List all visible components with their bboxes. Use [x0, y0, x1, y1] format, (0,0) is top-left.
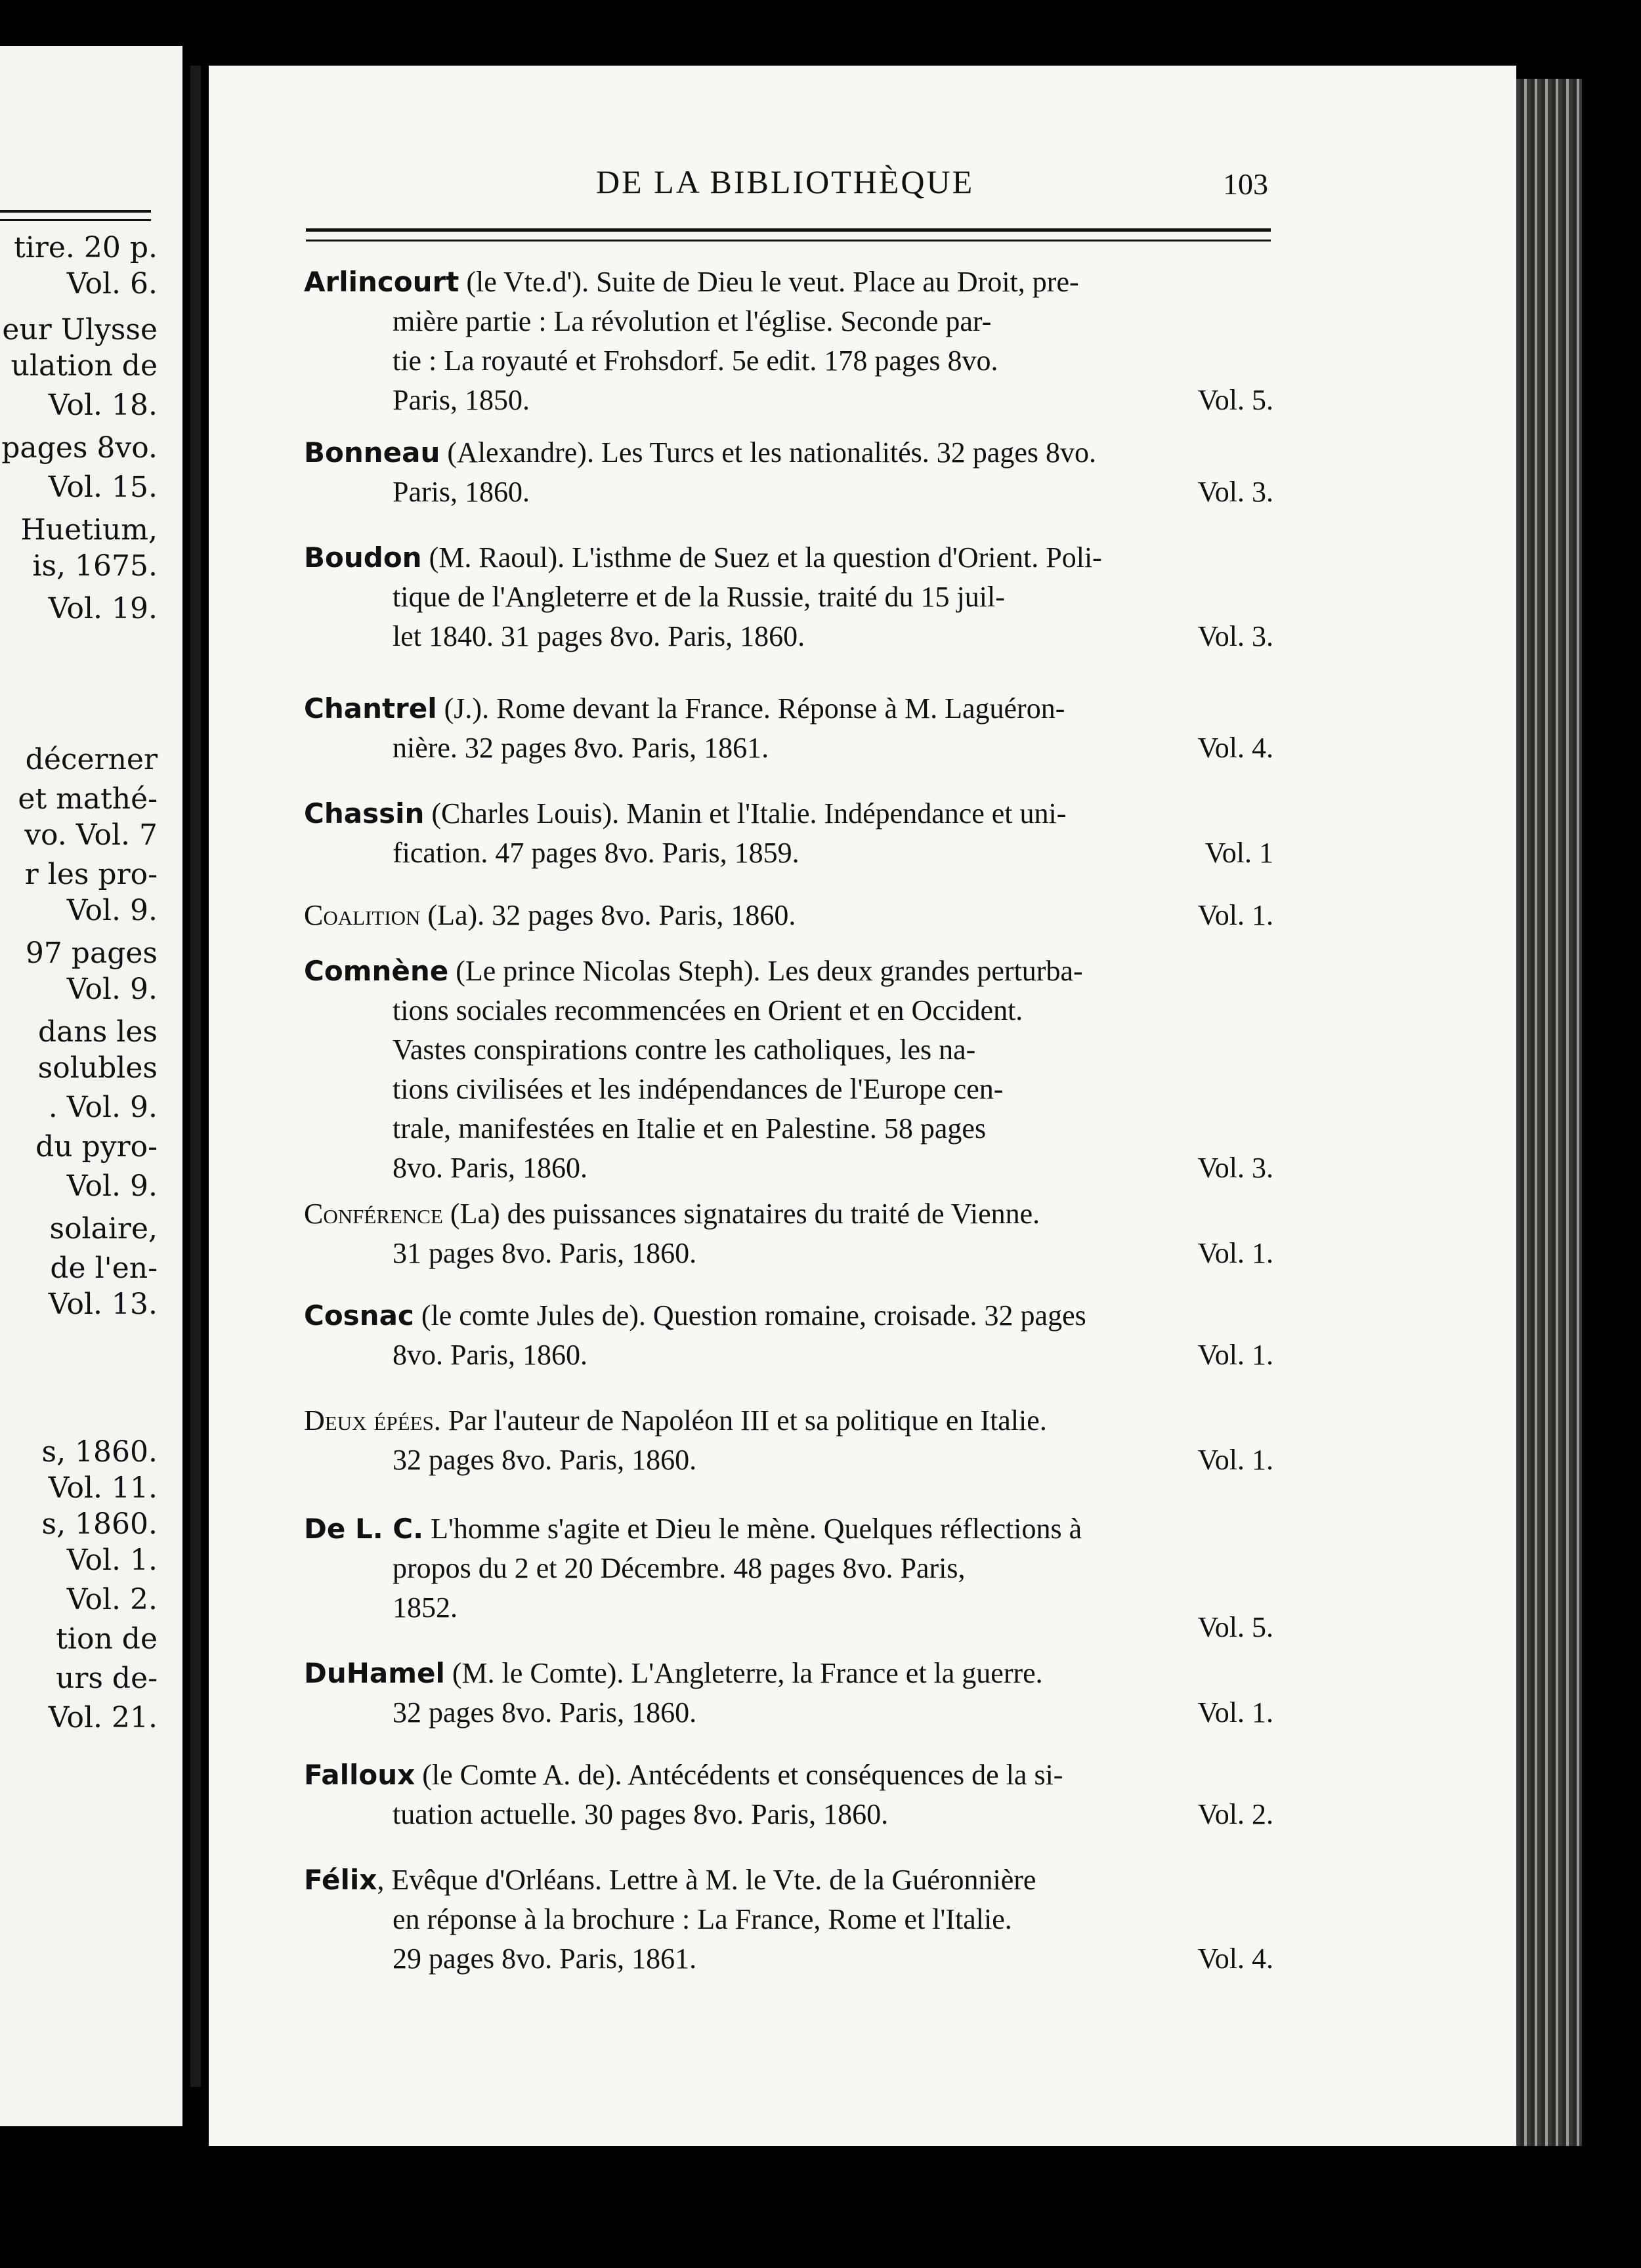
- entry-text: (le Vte.d'). Suite de Dieu le veut. Place au Droit, pre-: [459, 266, 1079, 298]
- entry-continuation-line: [393, 1335, 1275, 1375]
- entry-volume: Vol. 4.: [1197, 732, 1273, 764]
- entry-first-line: [304, 1654, 1275, 1693]
- facing-page-line: Vol. 21.: [48, 1701, 158, 1734]
- entry-volume: Vol. 1.: [1197, 1444, 1273, 1476]
- entry-text: tie : La royauté et Frohsdorf. 5e edit. 178 pages 8vo.: [393, 345, 998, 377]
- entry-text: (M. Raoul). L'isthme de Suez et la question d'Orient. Poli-: [421, 541, 1102, 574]
- entry-first-line: [304, 1755, 1275, 1795]
- entry-first-line: [304, 1296, 1275, 1335]
- entry-first-line: [304, 1860, 1275, 1900]
- entry-text: nière. 32 pages 8vo. Paris, 1861.: [393, 732, 769, 764]
- entry-first-line: [304, 1194, 1275, 1234]
- entry-continuation-line: [393, 578, 1275, 617]
- facing-page-line: pages 8vo.: [1, 431, 158, 465]
- facing-page-line: solubles: [37, 1051, 158, 1085]
- entry-first-line: [304, 952, 1275, 991]
- entry-heading: Cosnac: [304, 1299, 414, 1332]
- entry-continuation-line: [393, 1070, 1275, 1109]
- entry-continuation-line: [393, 1030, 1275, 1070]
- entry-volume: Vol. 1.: [1197, 1339, 1273, 1371]
- entry-continuation-line: [393, 1900, 1275, 1939]
- entry-volume: Vol. 1: [1204, 837, 1273, 869]
- entry-heading: Arlincourt: [304, 266, 459, 298]
- entry-text: (Charles Louis). Manin et l'Italie. Indépendance et uni-: [424, 797, 1067, 830]
- entry-text: fication. 47 pages 8vo. Paris, 1859.: [393, 837, 799, 869]
- facing-page-fragment: [0, 46, 182, 2126]
- facing-page-line: solaire,: [49, 1212, 158, 1246]
- entry-text: trale, manifestées en Italie et en Palestine. 58 pages: [393, 1112, 987, 1144]
- entry-continuation-line: [393, 1795, 1275, 1834]
- entry-first-line: [304, 689, 1275, 728]
- facing-page-line: Vol. 9.: [66, 973, 158, 1006]
- facing-page-line: décerner: [25, 743, 158, 776]
- entry-volume: Vol. 2.: [1197, 1798, 1273, 1830]
- entry-text: (le Comte A. de). Antécédents et conséquences de la si-: [415, 1759, 1063, 1791]
- entry-text: tions sociales recommencées en Orient et en Occident.: [393, 994, 1023, 1026]
- entry-text: Paris, 1850.: [393, 384, 530, 416]
- entry-first-line: [304, 1401, 1275, 1440]
- entry-continuation-line: [393, 1109, 1275, 1148]
- entry-volume: Vol. 1.: [1197, 1237, 1273, 1269]
- entry-continuation-line: [393, 1939, 1275, 1979]
- entry-continuation-line: [393, 617, 1275, 656]
- facing-page-line: Vol. 6.: [66, 267, 158, 301]
- entry-heading: Comnène: [304, 955, 449, 987]
- entry-heading: Bonneau: [304, 436, 440, 469]
- entry-first-line: [304, 433, 1275, 472]
- entry-continuation-line: [393, 341, 1275, 381]
- facing-page-line: Vol. 11.: [48, 1471, 158, 1505]
- entry-continuation-line: [393, 381, 1275, 420]
- entry-text: 32 pages 8vo. Paris, 1860.: [393, 1444, 697, 1476]
- facing-page-rule: [0, 210, 151, 221]
- facing-page-line: is, 1675.: [32, 549, 158, 583]
- entry-first-line: [304, 794, 1275, 833]
- facing-page-line: s, 1860.: [41, 1435, 158, 1469]
- entry-text: (J.). Rome devant la France. Réponse à M. Laguéron-: [437, 692, 1065, 724]
- facing-page-line: Vol. 9.: [66, 894, 158, 927]
- facing-page-line: Vol. 18.: [48, 388, 158, 422]
- entry-continuation-line: [393, 1148, 1275, 1188]
- entry-continuation-line: [393, 1588, 1275, 1628]
- entry-volume: Vol. 1.: [1197, 1696, 1273, 1729]
- entry-heading: Félix: [304, 1864, 377, 1896]
- facing-page-line: Vol. 13.: [48, 1288, 158, 1321]
- entry-first-line: [304, 1509, 1275, 1549]
- facing-page-line: ulation de: [11, 349, 158, 383]
- entry-continuation-line: [393, 833, 1275, 873]
- entry-text: , Evêque d'Orléans. Lettre à M. le Vte. de la Guéronnière: [377, 1864, 1036, 1896]
- entry-text: tuation actuelle. 30 pages 8vo. Paris, 1860.: [393, 1798, 889, 1830]
- entry-heading: Boudon: [304, 541, 422, 574]
- facing-page-line: urs de-: [55, 1662, 158, 1695]
- running-title: DE LA BIBLIOTHÈQUE: [596, 163, 975, 200]
- header-rule: [306, 228, 1271, 242]
- entry-volume: Vol. 4.: [1197, 1942, 1273, 1975]
- entry-text: 8vo. Paris, 1860.: [393, 1152, 587, 1184]
- entry-text: L'homme s'agite et Dieu le mène. Quelques réflections à: [423, 1513, 1082, 1545]
- facing-page-line: 97 pages: [25, 936, 158, 970]
- entry-text: 8vo. Paris, 1860.: [393, 1339, 587, 1371]
- entry-text: (M. le Comte). L'Angleterre, la France et la guerre.: [444, 1657, 1043, 1689]
- entry-text: (La). 32 pages 8vo. Paris, 1860.: [420, 899, 796, 931]
- entry-text: en réponse à la brochure : La France, Rome et l'Italie.: [393, 1903, 1012, 1935]
- facing-page-line: Vol. 2.: [66, 1583, 158, 1616]
- entry-text: 29 pages 8vo. Paris, 1861.: [393, 1942, 697, 1975]
- facing-page-line: Vol. 1.: [66, 1544, 158, 1577]
- facing-page-line: s, 1860.: [41, 1507, 158, 1541]
- gutter-shadow: [190, 66, 201, 2087]
- entry-continuation-line: [393, 472, 1275, 512]
- facing-page-line: et mathé-: [18, 782, 158, 816]
- entry-volume: Vol. 1.: [1197, 899, 1273, 931]
- entry-text: propos du 2 et 20 Décembre. 48 pages 8vo. Paris,: [393, 1552, 966, 1584]
- entry-continuation-line: [393, 728, 1275, 768]
- facing-page-line: Vol. 15.: [48, 471, 158, 504]
- entry-text: let 1840. 31 pages 8vo. Paris, 1860.: [393, 620, 805, 652]
- entry-heading: Conférence: [304, 1198, 443, 1230]
- entry-heading: Coalition: [304, 899, 421, 931]
- entry-heading: Falloux: [304, 1759, 416, 1791]
- entry-first-line: [304, 262, 1275, 302]
- entry-text: tique de l'Angleterre et de la Russie, traité du 15 juil-: [393, 581, 1005, 613]
- entry-continuation-line: [393, 1440, 1275, 1480]
- facing-page-line: Vol. 9.: [66, 1169, 158, 1203]
- facing-page-line: . Vol. 9.: [48, 1091, 158, 1124]
- facing-page-line: du pyro-: [35, 1130, 158, 1164]
- entry-text: 32 pages 8vo. Paris, 1860.: [393, 1696, 697, 1729]
- entry-heading: DuHamel: [304, 1657, 445, 1689]
- entry-text: Par l'auteur de Napoléon III et sa politique en Italie.: [440, 1404, 1047, 1437]
- entry-heading: De L. C.: [304, 1513, 424, 1545]
- entry-heading: Deux épées.: [304, 1404, 441, 1437]
- facing-page-line: eur Ulysse: [2, 313, 158, 346]
- entry-continuation-line: [393, 1549, 1275, 1588]
- entry-first-line: [304, 538, 1275, 578]
- facing-page-line: Vol. 19.: [48, 592, 158, 625]
- entry-volume: Vol. 3.: [1197, 476, 1273, 508]
- entry-volume: Vol. 3.: [1197, 1152, 1273, 1184]
- entry-continuation-line: [393, 991, 1275, 1030]
- entry-continuation-line: [393, 1234, 1275, 1273]
- entry-first-line: [304, 896, 1275, 935]
- page-edges: [1510, 79, 1582, 2146]
- entry-volume: Vol. 5.: [1197, 1611, 1273, 1643]
- facing-page-line: vo. Vol. 7: [24, 818, 158, 852]
- facing-page-line: dans les: [38, 1015, 158, 1049]
- entry-text: (Le prince Nicolas Steph). Les deux grandes perturba-: [448, 955, 1083, 987]
- facing-page-line: de l'en-: [50, 1251, 158, 1285]
- running-head: [209, 163, 1516, 215]
- entry-heading: Chantrel: [304, 692, 437, 724]
- entry-text: (La) des puissances signataires du traité de Vienne.: [442, 1198, 1040, 1230]
- entry-continuation-line: [393, 1693, 1275, 1732]
- facing-page-line: r les pro-: [24, 858, 158, 891]
- entry-text: 1852.: [393, 1591, 458, 1624]
- entry-text: mière partie : La révolution et l'église. Seconde par-: [393, 305, 992, 337]
- entry-text: Paris, 1860.: [393, 476, 530, 508]
- entry-volume: Vol. 5.: [1197, 384, 1273, 416]
- facing-page-line: tire. 20 p.: [14, 231, 158, 264]
- facing-page-line: tion de: [56, 1622, 158, 1656]
- entry-text: (Alexandre). Les Turcs et les nationalités. 32 pages 8vo.: [440, 436, 1096, 469]
- entry-text: tions civilisées et les indépendances de l'Europe cen-: [393, 1073, 1004, 1105]
- entry-text: (le comte Jules de). Question romaine, croisade. 32 pages: [414, 1299, 1086, 1332]
- entry-heading: Chassin: [304, 797, 425, 830]
- entry-text: Vastes conspirations contre les catholiques, les na-: [393, 1034, 976, 1066]
- entry-continuation-line: [393, 302, 1275, 341]
- entry-text: 31 pages 8vo. Paris, 1860.: [393, 1237, 697, 1269]
- page-number: 103: [1223, 167, 1268, 201]
- main-page: [209, 66, 1516, 2146]
- facing-page-line: Huetium,: [20, 513, 158, 547]
- entry-volume: Vol. 3.: [1197, 620, 1273, 652]
